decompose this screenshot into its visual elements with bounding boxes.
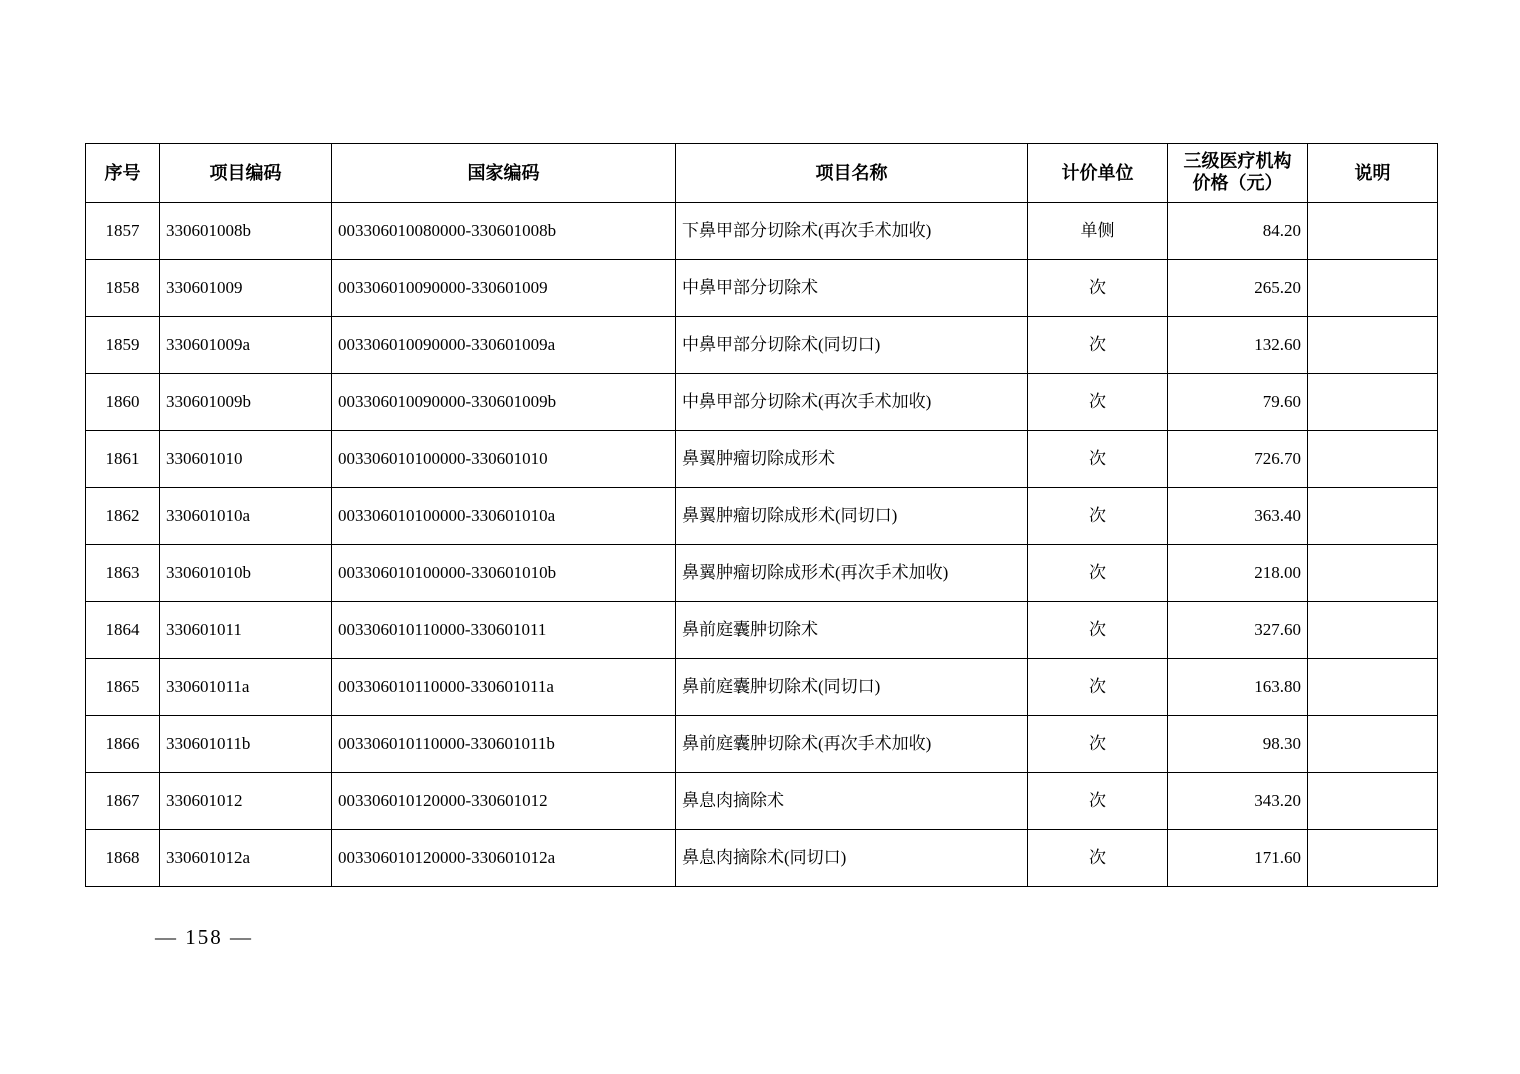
- cell-item-name: 鼻翼肿瘤切除成形术: [676, 431, 1028, 488]
- cell-seq: 1860: [86, 374, 160, 431]
- cell-national-code: 003306010100000-330601010: [332, 431, 676, 488]
- cell-item-name: 下鼻甲部分切除术(再次手术加收): [676, 203, 1028, 260]
- cell-note: [1308, 260, 1438, 317]
- cell-note: [1308, 203, 1438, 260]
- table-header: [86, 144, 1438, 203]
- table-row: [86, 203, 1438, 260]
- cell-price: 132.60: [1168, 317, 1308, 374]
- cell-national-code: 003306010080000-330601008b: [332, 203, 676, 260]
- cell-item-name: 中鼻甲部分切除术: [676, 260, 1028, 317]
- cell-seq: 1864: [86, 602, 160, 659]
- column-header-price-line1: 三级医疗机构: [1183, 151, 1292, 172]
- cell-note: [1308, 716, 1438, 773]
- cell-item-code: 330601010: [160, 431, 332, 488]
- cell-item-code: 330601012a: [160, 830, 332, 887]
- cell-price: 98.30: [1168, 716, 1308, 773]
- cell-item-code: 330601011b: [160, 716, 332, 773]
- cell-item-code: 330601012: [160, 773, 332, 830]
- cell-seq: 1859: [86, 317, 160, 374]
- table-header-row: [86, 144, 1438, 203]
- cell-item-code: 330601009a: [160, 317, 332, 374]
- cell-price: 218.00: [1168, 545, 1308, 602]
- cell-price: 343.20: [1168, 773, 1308, 830]
- table-row: [86, 659, 1438, 716]
- table-row: [86, 488, 1438, 545]
- cell-item-name: 鼻息肉摘除术: [676, 773, 1028, 830]
- cell-unit: 次: [1028, 431, 1168, 488]
- cell-item-name: 鼻前庭囊肿切除术: [676, 602, 1028, 659]
- cell-seq: 1867: [86, 773, 160, 830]
- cell-item-name: 鼻前庭囊肿切除术(同切口): [676, 659, 1028, 716]
- column-header-national-code: 国家编码: [332, 144, 676, 203]
- cell-item-name: 鼻前庭囊肿切除术(再次手术加收): [676, 716, 1028, 773]
- cell-seq: 1858: [86, 260, 160, 317]
- cell-item-name: 鼻翼肿瘤切除成形术(再次手术加收): [676, 545, 1028, 602]
- table-row: [86, 545, 1438, 602]
- cell-price: 79.60: [1168, 374, 1308, 431]
- cell-seq: 1862: [86, 488, 160, 545]
- cell-national-code: 003306010090000-330601009: [332, 260, 676, 317]
- cell-note: [1308, 602, 1438, 659]
- cell-national-code: 003306010110000-330601011: [332, 602, 676, 659]
- cell-seq: 1868: [86, 830, 160, 887]
- cell-note: [1308, 317, 1438, 374]
- table-body: [86, 203, 1438, 887]
- cell-unit: 次: [1028, 545, 1168, 602]
- cell-note: [1308, 431, 1438, 488]
- cell-item-code: 330601009: [160, 260, 332, 317]
- table-row: [86, 773, 1438, 830]
- cell-price: 163.80: [1168, 659, 1308, 716]
- column-header-seq: 序号: [86, 144, 160, 203]
- cell-price: 327.60: [1168, 602, 1308, 659]
- cell-price: 171.60: [1168, 830, 1308, 887]
- cell-price: 84.20: [1168, 203, 1308, 260]
- cell-item-code: 330601011a: [160, 659, 332, 716]
- table-row: [86, 431, 1438, 488]
- cell-unit: 次: [1028, 260, 1168, 317]
- cell-unit: 次: [1028, 773, 1168, 830]
- cell-seq: 1861: [86, 431, 160, 488]
- cell-price: 265.20: [1168, 260, 1308, 317]
- cell-national-code: 003306010100000-330601010a: [332, 488, 676, 545]
- page-number: — 158 —: [155, 925, 253, 949]
- cell-unit: 次: [1028, 716, 1168, 773]
- cell-item-code: 330601008b: [160, 203, 332, 260]
- cell-item-name: 鼻息肉摘除术(同切口): [676, 830, 1028, 887]
- column-header-item-name: 项目名称: [676, 144, 1028, 203]
- cell-note: [1308, 488, 1438, 545]
- cell-seq: 1866: [86, 716, 160, 773]
- cell-unit: 次: [1028, 830, 1168, 887]
- cell-price: 363.40: [1168, 488, 1308, 545]
- cell-unit: 次: [1028, 659, 1168, 716]
- table-row: [86, 374, 1438, 431]
- cell-national-code: 003306010110000-330601011a: [332, 659, 676, 716]
- table-row: [86, 716, 1438, 773]
- cell-note: [1308, 830, 1438, 887]
- cell-item-code: 330601011: [160, 602, 332, 659]
- cell-item-name: 中鼻甲部分切除术(再次手术加收): [676, 374, 1028, 431]
- cell-item-name: 中鼻甲部分切除术(同切口): [676, 317, 1028, 374]
- cell-note: [1308, 773, 1438, 830]
- cell-national-code: 003306010120000-330601012: [332, 773, 676, 830]
- cell-item-code: 330601009b: [160, 374, 332, 431]
- cell-item-code: 330601010a: [160, 488, 332, 545]
- cell-national-code: 003306010120000-330601012a: [332, 830, 676, 887]
- column-header-note: 说明: [1308, 144, 1438, 203]
- cell-national-code: 003306010110000-330601011b: [332, 716, 676, 773]
- medical-price-table: [85, 143, 1438, 887]
- column-header-unit: 计价单位: [1028, 144, 1168, 203]
- table-row: [86, 602, 1438, 659]
- cell-item-code: 330601010b: [160, 545, 332, 602]
- cell-unit: 次: [1028, 602, 1168, 659]
- cell-note: [1308, 659, 1438, 716]
- cell-seq: 1857: [86, 203, 160, 260]
- cell-unit: 单侧: [1028, 203, 1168, 260]
- cell-national-code: 003306010090000-330601009a: [332, 317, 676, 374]
- cell-unit: 次: [1028, 488, 1168, 545]
- cell-seq: 1863: [86, 545, 160, 602]
- cell-seq: 1865: [86, 659, 160, 716]
- column-header-price-line2: 价格（元）: [1192, 173, 1283, 193]
- table-row: [86, 260, 1438, 317]
- column-header-item-code: 项目编码: [160, 144, 332, 203]
- cell-price: 726.70: [1168, 431, 1308, 488]
- table-row: [86, 317, 1438, 374]
- cell-national-code: 003306010100000-330601010b: [332, 545, 676, 602]
- cell-note: [1308, 545, 1438, 602]
- cell-item-name: 鼻翼肿瘤切除成形术(同切口): [676, 488, 1028, 545]
- cell-national-code: 003306010090000-330601009b: [332, 374, 676, 431]
- table-row: [86, 830, 1438, 887]
- cell-note: [1308, 374, 1438, 431]
- cell-unit: 次: [1028, 317, 1168, 374]
- cell-unit: 次: [1028, 374, 1168, 431]
- column-header-price: [1168, 144, 1308, 203]
